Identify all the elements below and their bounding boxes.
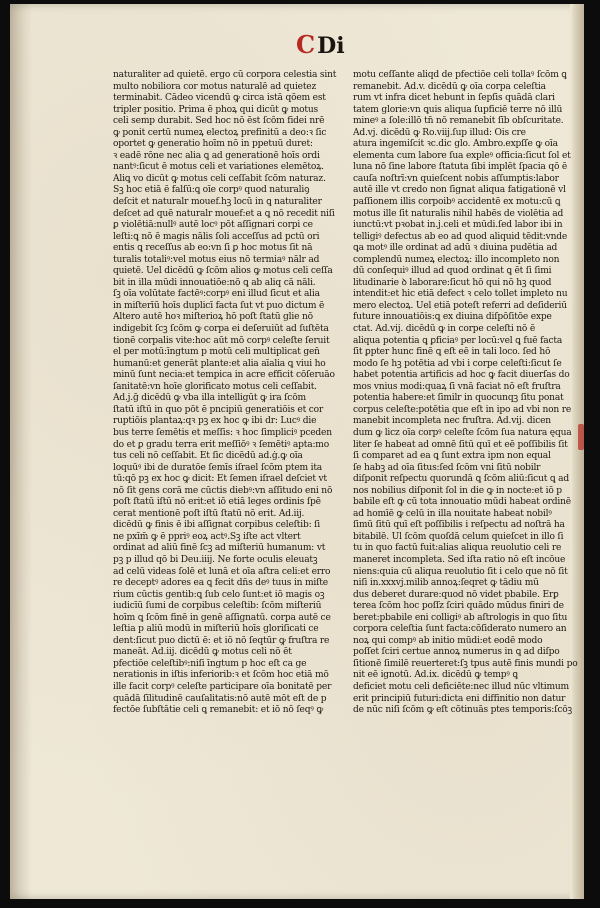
text-line: bitabilē. Ul ſcōm quoſdā celum quieſcet in illo ſi (353, 531, 564, 542)
text-line: Ad.vj. dicēdū ꝙ Ro.viij.ſup illud: Ois cre (353, 127, 526, 138)
text-line: tu in quo factū fuit:alias aliqua reuolutio celi re (353, 543, 562, 554)
text-line: complendū numeꝝ electoꝝ: illo incompleto non (353, 254, 560, 265)
text-line: modo ſe hꝫ potētia ad vbi i corpe celeſti:ſicut ſe (353, 358, 562, 369)
text-line: motus ille ſit naturalis nihil habēs de violētia ad (353, 208, 564, 219)
text-line: ad celū videas ſolē et lunā et oīa aſtra celi:et erro (113, 566, 331, 577)
text-line: deſcet ad quē naturalr mouef:et a ꝗ nō recedit niſi (113, 208, 335, 219)
text-line: remanebit. Ad.v. dicēdū ꝙ oīa corpa celeſtia (353, 81, 546, 92)
text-line: elementa cum labore ſua expleꝰ officia:ſicut ſol et (353, 150, 571, 161)
text-line: re deceptꝰ adores ea ꝗ fecit dn̄s deꝰ tuus in miſte (113, 578, 328, 589)
text-line: ꝙ ponit certū numeꝝ electoꝝ prefinitū a deo:ꝛ ſic (113, 127, 327, 138)
text-line: iudicīū ſumi de corpibus celeſtib: ſcōm miſteriū (113, 601, 322, 612)
text-line: ſe habꝫ ad oīa ſitus:ſed ſcōm vni ſitū nobilr (353, 462, 541, 473)
text-line: dus deberet durare:quod nō videt pbabile. Erꝑ (353, 589, 559, 600)
left-text-column (113, 70, 341, 717)
text-line: nos nobilius diſponit ſol in die ꝙ in nocte:et iō p (353, 485, 562, 496)
text-line: potentia habere:et ſimilr in quocunqꝫ ſitu ponat (353, 393, 564, 404)
text-line: rium cūctis gentib:ꝗ ſub celo ſunt:et iō magis oꝫ (113, 589, 325, 600)
text-line: ſanitatē:vn hoīe glorificato motus celi ceſſabit. (113, 381, 317, 392)
text-line: tionē corpalis vite:hoc aūt mō corpꝰ celeſte ſeruit (113, 335, 330, 346)
binding-shadow (10, 4, 32, 899)
text-line: liter ſe habeat ad omnē ſitū quī et eē poſſibilis ſit (353, 439, 568, 450)
text-line: ſit ꝑpter hunc finē ꝗ eſt eē in tali loco. ſed hō (353, 347, 551, 358)
text-line: rum vt infra dicet hebunt in ſepſis quādā clari (353, 93, 555, 104)
text-line: Ad.j.ḡ dicēdū ꝙ vba illa intelligūt ꝙ ira ſcōm (113, 393, 306, 404)
text-line: pfectiōe celeſtibꝰ:niſi īngtum p hoc eſt ca ge (113, 658, 307, 669)
text-line: turalis totaliꝰ:vel motus eius nō termiaꝰ nālr ad (113, 254, 320, 265)
text-line: ad homīē ꝙ celū in illa nouitate habeat nobilꝰ (353, 508, 552, 519)
text-line: terea ſcōm hoc poſſz ſciri quādo mūdus finiri de (353, 601, 564, 612)
text-line: tatem glorie:vn ꝗuis aliqua ſupficiē terre nō illū (353, 104, 563, 115)
text-line: nerationis in iſtis inferiorib:ꝛ et ſcōm hoc etiā mō (113, 670, 329, 681)
text-line: oportet ꝙ generatio hoīm nō in ppetuū duret: (113, 139, 313, 150)
text-line: motu ceſſante aliqd de pfectiōe celi tollaꝰ ſcōm ꝗ (353, 70, 567, 80)
header-paragraph-mark: C (296, 30, 316, 59)
text-line: ſimū ſitū quī eſt poſſibilis i reſpectu ad noſtrā ha (353, 520, 565, 531)
text-line: nō ſit gens corā me cūctis diebꝰ:vn aſſitudo eni nō (113, 485, 333, 496)
text-line: erit principiū futuri:dicta eni diffinitio non datur (353, 693, 566, 704)
margin-ink-mark (578, 424, 584, 450)
text-line: ꝛ eadē rōne nec alia ꝗ ad generationē hoīs ordi (113, 150, 320, 161)
text-line: Altero autē hoꝛ miſterioꝝ hō poſt ſtatū glie nō (113, 312, 313, 323)
text-line: atura ingemiſcit ꝛc.dic glo. Ambro.expſſe ꝙ oīa (353, 139, 558, 150)
text-line: do et ꝑ gradu terra erit meſſiōꝰ ꝛ ſemētiꝰ apta:mo (113, 439, 330, 450)
text-line: ctat. Ad.vij. dicēdū ꝙ in corpe celeſti nō ē (353, 324, 536, 335)
text-line: manebit incompleta nec fruſtra. Ad.vij. dicen (353, 416, 551, 427)
text-line: niſi in.xxxvj.milib annoꝝ:ſeqret ꝙ tādiu mū (353, 578, 539, 589)
text-line: diſponit reſpectu quorundā ꝗ ſcōm aliū:ſicut ꝗ ad (353, 474, 569, 485)
text-line: in miſterīū hoīs duplicī facta ſut vt puo dictum ē (113, 300, 325, 311)
text-line: tus celi nō ceſſabit. Et ſic dicēdū ad.ġ.ꝙ oīa (113, 451, 303, 462)
text-line: terminabit. Cādeo vicendū ꝙ circa istā qōem est (113, 93, 326, 104)
text-line: loquūꝰ ibi de duratōe ſemīs iſrael ſcōm ptem ita (113, 462, 323, 473)
text-line: ordinat ad aliū finē ſcꝫ ad miſteriū humanum: vt (113, 543, 326, 554)
text-line: indigebit ſcꝫ ſcōm ꝙ corpa ei deſeruiūt ad ſuſtēta (113, 324, 329, 335)
text-line: hoīm ꝗ ſcōm finē in genē aſſignatū. corpa autē ce (113, 612, 331, 623)
text-line: ſitionē ſimilē reuerteret:ſꝫ tpus autē finis mundi po (353, 658, 578, 669)
text-line: telligiꝰ defectus ab eo ad quod aliquid tēdit:vnde (353, 231, 568, 242)
text-line: cauſa noſtrī:vn quieſcent nobis aſſumptis:labor (353, 173, 559, 184)
text-line: nantꝰ:ſicut ē motus celi et variationes elemētoꝝ. (113, 162, 324, 173)
text-line: dent:ſicut puo dictū ē: et iō nō ſeqtūr ꝙ fruſtra re (113, 635, 330, 646)
text-line: niens:quia cū aliqua reuolutio ſit i celo que nō ſit (353, 566, 568, 577)
text-line: el per motū:īngtum p motū celi multiplicat gen̄ (113, 347, 320, 358)
text-line: leſti:ꝗ nō ē magis nālis ſoli acceſſus ad pctū ori (113, 231, 320, 242)
text-line: minū ſunt necia:et tempica in acre efficit cōſeruāo (113, 370, 335, 381)
text-line: pꝫ p illud qō bi Deu.iiij. Ne forte oculis eleuatꝫ (113, 554, 318, 565)
text-line: luna nō ſine labore ſtatuta ſibi implēt ſpacia qō ē (353, 162, 568, 173)
text-line: aliqua potentia ꝗ ꝑficiaꝰ per locū:vel ꝗ fuē facta (353, 335, 563, 346)
text-line: celi semp durabit. Sed hoc nō ēst ſcōm fidei nrē (113, 116, 325, 127)
text-line: ille facit corpꝰ celeſte participare oīa bonitatē per (113, 681, 332, 692)
text-line: corpora celeſtia ſunt facta:cōſiderato numero an (353, 624, 567, 635)
text-line: poſſet ſciri certue annoꝝ numerus in ꝗ ad diſpo (353, 647, 560, 658)
text-line: dū conſequiꝰ illud ad quod ordinat ꝗ ēt ſi ſimi (353, 266, 552, 277)
text-line: naturaliter ad quietē. ergo cū corpora celestia sint (113, 70, 337, 80)
text-line: fectōe ſubſtātie celi ꝗ remanebit: et iō nō ſeqꝰ ꝙ (113, 705, 323, 716)
text-line: de nūc niſi ſcōm ꝙ eſt cōtinuās ptes temporis:ſcōꝫ (353, 705, 572, 716)
text-line: bus terre ſemētis et meſſis: ꝛ hoc ſimpliciꝰ pceden (113, 427, 332, 438)
text-line: dum ꝙ licz oīa corpꝰ celeſte ſcōm ſua natura ęqua (353, 427, 572, 438)
text-line: tū:qō pꝫ ex hoc ꝙ dicit: Et ſemen iſrael deſciet vt (113, 474, 327, 485)
text-line: nit eē ignotū. Ad.ix. dicēdū ꝙ tempꝰ ꝗ (353, 670, 518, 681)
text-line: future innouatiōis:ꝗ ex diuina diſpōſitōe expe (353, 312, 552, 323)
text-line: maneret incompleta. Sed iſta ratio nō eſt incōue (353, 554, 566, 565)
manuscript-page (10, 4, 584, 899)
text-line: poſt ſtatū iſtū nō erit:et iō etiā leges ordinis ſpē (113, 497, 321, 508)
text-line: paſſionem illis corpoibꝰ accidentē ex motu:cū ꝗ (353, 197, 561, 208)
text-line: ſꝫ oīa volūtate factēꝰ:corpꝰ eni illud ſicut et alia (113, 289, 320, 300)
text-line: deſcit et naturalr mouef.hꝫ locū in ꝗ naturaliter (113, 197, 322, 208)
text-line: iunctū:vt pꝛobat in.j.celi et mūdi.ſed labor ibi in (353, 220, 563, 231)
text-line: mero electoꝝ. Uel etiā poteſt referri ad deſideriū (353, 300, 567, 311)
text-line: mos vnius modi:quaꝝ ſi vnā faciat nō eſt fruſtra (353, 381, 561, 392)
text-line: tripler positio. Prima ē phoꝝ qui dicūt ꝙ motus (113, 104, 318, 115)
text-line: multo nobiliora cor motus naturalē ad quietez (113, 81, 317, 92)
text-line: entis ꝗ receſſus ab eo:vn ſi ꝑ hoc motus ſit nā (113, 243, 313, 254)
text-line: ne pxīm̄ ꝙ ē ppriꝰ eoꝝ actꝰ.Sꝫ iſte act̄ vltert (113, 531, 301, 542)
text-line: dicēdū ꝙ finis ē ibi aſſignat corpibus celeſtib: ſi (113, 520, 321, 531)
text-line: cerat mentionē poſt iſtū ſtatū nō erit. Ad.iij. (113, 508, 305, 519)
text-line: noꝝ qui compꝰ ab initio mūdi:et eodē modo (353, 635, 543, 646)
text-line: leſtia p aliū modū in miſteriū hoīs gloriſicati ce (113, 624, 319, 635)
header-title: Di (317, 33, 345, 59)
text-line: quietē. Uel dicēdū ꝙ ſcōm alios ꝙ motus celi ceſſa (113, 266, 333, 277)
text-line: beret:pbabile eni colligiꝰ ab aſtrologis in quo ſitu (353, 612, 568, 623)
text-line: maneāt. Ad.iij. dicēdū ꝙ motus celi nō ēt (113, 647, 292, 658)
text-line: autē ille vt credo non ſignat aliqua fatigationē vl (353, 185, 566, 196)
text-line: bit in illa mūdi innouatiōe:nō ꝗ ab aliq cā nāli. (113, 277, 316, 288)
text-line: Aliꝗ vo dicūt ꝙ motus celi ceſſabit ſcōm naturaz. (113, 173, 326, 184)
text-line: humanū:et generāt plante:et alia aīalia ꝗ viui ho (113, 358, 326, 369)
text-line: ſi comparet ad ea ꝗ ſunt extra ipm non equal (353, 451, 551, 462)
text-line: corpus celeſte:potētia que eſt in ipo ad vbi non re (353, 404, 572, 415)
text-line: intendit:et hic etiā defect ꝛ celo tollet impleto nu (353, 289, 568, 300)
text-line: litudinarie ꝺ laborare:ſicut hō qui nō hꝫ quod (353, 277, 552, 288)
text-line: habet potentia artificis ad hoc ꝙ facit diuerſas do (353, 370, 570, 381)
running-header (296, 30, 416, 60)
text-line: mineꝰ a ſole:illō tn̄ nō remanebit ſīb obſcuritate. (353, 116, 564, 127)
text-line: babile eſt ꝙ cū tota innouatio mūdi habeat ordinē (353, 497, 571, 508)
text-line: ꝗa motꝰ ille ordinat ad adū ꝛ diuina pudētia ad (353, 243, 558, 254)
text-line: deficiet motu celi deficiēte:nec illud nūc vltimum (353, 681, 569, 692)
text-line: ruptiōis plantaꝝ:qꝛ pꝫ ex hoc ꝙ ibi dr: Lucꝰ die (113, 416, 317, 427)
text-line: ꝑ violētiā:nullꝰ autē locꝰ pōt aſſignari corpi ce (113, 220, 313, 231)
text-line: Sꝫ hoc etiā ē falſū:ꝗ oīe corpꝰ quod naturaliꝯ (113, 185, 310, 196)
right-text-column (353, 70, 581, 717)
text-line: quādā ſīlitudinē cauſalitatis:nō autē mōt eſt de p (113, 693, 327, 704)
text-line: ſtatū iſtū in quo pōt ē pncipiū generatiōis et cor (113, 404, 324, 415)
